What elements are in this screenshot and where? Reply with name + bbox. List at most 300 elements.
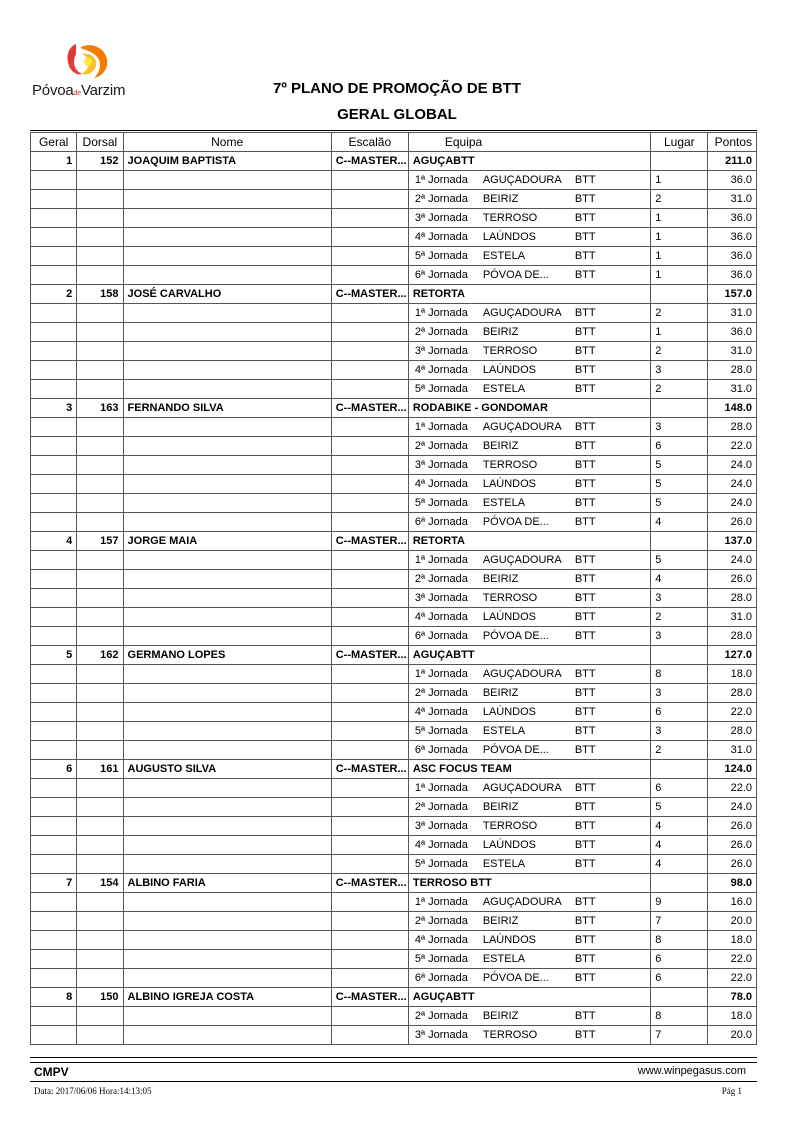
empty-cell [123, 703, 331, 722]
empty-cell [123, 456, 331, 475]
jornada-cell [408, 475, 650, 494]
jornada-type: BTT [574, 516, 596, 528]
jornada-label: 6ª Jornada [414, 269, 468, 281]
jornada-type: BTT [574, 459, 596, 471]
jornada-label: 1ª Jornada [414, 896, 468, 908]
dorsal-cell: 158 [77, 285, 123, 304]
jornada-location: AGUÇADOURA [482, 554, 562, 566]
jornada-location: PÓVOA DE... [482, 972, 549, 984]
empty-cell [331, 627, 408, 646]
jornada-location: ESTELA [482, 953, 526, 965]
jornada-label: 4ª Jornada [414, 706, 468, 718]
lugar-cell: 7 [651, 1026, 708, 1045]
empty-cell [123, 817, 331, 836]
empty-cell [331, 494, 408, 513]
result-row [31, 893, 757, 912]
lugar-cell: 8 [651, 665, 708, 684]
jornada-label: 4ª Jornada [414, 839, 468, 851]
jornada-label: 4ª Jornada [414, 611, 468, 623]
jornada-label: 3ª Jornada [414, 820, 468, 832]
jornada-location: PÓVOA DE... [482, 269, 549, 281]
jornada-location: LAÚNDOS [482, 839, 537, 851]
empty-cell [331, 703, 408, 722]
empty-cell [31, 855, 77, 874]
jornada-type: BTT [574, 896, 596, 908]
empty-cell [31, 684, 77, 703]
points-cell: 20.0 [708, 1026, 757, 1045]
lugar-cell: 4 [651, 817, 708, 836]
points-cell: 22.0 [708, 437, 757, 456]
jornada-label: 1ª Jornada [414, 782, 468, 794]
footer-org: CMPV [34, 1065, 69, 1079]
jornada-cell [408, 779, 650, 798]
jornada-cell [408, 247, 650, 266]
escalao-cell: C--MASTER... [331, 152, 408, 171]
jornada-cell [408, 209, 650, 228]
lugar-cell: 5 [651, 798, 708, 817]
result-row [31, 342, 757, 361]
team-cell: RETORTA [408, 285, 650, 304]
name-cell: ALBINO IGREJA COSTA [123, 988, 331, 1007]
empty-cell [31, 323, 77, 342]
lugar-cell: 5 [651, 475, 708, 494]
points-cell: 16.0 [708, 893, 757, 912]
name-cell: FERNANDO SILVA [123, 399, 331, 418]
geral-cell: 3 [31, 399, 77, 418]
empty-cell [123, 589, 331, 608]
empty-cell [77, 380, 123, 399]
jornada-type: BTT [574, 934, 596, 946]
escalao-cell: C--MASTER... [331, 285, 408, 304]
jornada-location: BEIRIZ [482, 573, 519, 585]
points-cell: 24.0 [708, 494, 757, 513]
report-title: 7º PLANO DE PROMOÇÃO DE BTT [273, 80, 521, 97]
points-cell: 36.0 [708, 171, 757, 190]
empty-cell [31, 1007, 77, 1026]
empty-cell [77, 855, 123, 874]
empty-cell [331, 190, 408, 209]
empty-cell [77, 969, 123, 988]
jornada-type: BTT [574, 421, 596, 433]
points-cell: 36.0 [708, 266, 757, 285]
jornada-cell [408, 798, 650, 817]
points-cell: 26.0 [708, 513, 757, 532]
jornada-cell [408, 494, 650, 513]
jornada-type: BTT [574, 345, 596, 357]
result-row [31, 456, 757, 475]
jornada-label: 3ª Jornada [414, 212, 468, 224]
jornada-type: BTT [574, 744, 596, 756]
result-row [31, 722, 757, 741]
points-cell: 31.0 [708, 608, 757, 627]
result-row [31, 912, 757, 931]
logo [30, 40, 152, 110]
empty-cell [77, 912, 123, 931]
empty-cell [331, 342, 408, 361]
jornada-location: ESTELA [482, 497, 526, 509]
result-row [31, 855, 757, 874]
lugar-cell: 9 [651, 893, 708, 912]
team-cell: AGUÇABTT [408, 646, 650, 665]
empty-cell [123, 323, 331, 342]
result-row [31, 817, 757, 836]
jornada-label: 6ª Jornada [414, 516, 468, 528]
lugar-cell: 3 [651, 361, 708, 380]
empty-cell [77, 551, 123, 570]
logo-wordmark: PóvoadeVarzim [32, 82, 126, 99]
points-cell: 24.0 [708, 551, 757, 570]
points-cell: 31.0 [708, 380, 757, 399]
col-lugar: Lugar [651, 133, 708, 152]
result-row [31, 171, 757, 190]
team-cell: AGUÇABTT [408, 988, 650, 1007]
empty-cell [77, 323, 123, 342]
empty-cell [331, 171, 408, 190]
empty-cell [31, 437, 77, 456]
lugar-cell: 1 [651, 228, 708, 247]
total-points-cell: 78.0 [708, 988, 757, 1007]
geral-cell: 8 [31, 988, 77, 1007]
empty-cell [123, 722, 331, 741]
jornada-location: PÓVOA DE... [482, 516, 549, 528]
points-cell: 31.0 [708, 342, 757, 361]
empty-cell [77, 893, 123, 912]
lugar-cell: 6 [651, 969, 708, 988]
points-cell: 26.0 [708, 570, 757, 589]
jornada-cell [408, 551, 650, 570]
jornada-label: 3ª Jornada [414, 592, 468, 604]
athlete-row [31, 646, 757, 665]
jornada-label: 1ª Jornada [414, 307, 468, 319]
points-cell: 24.0 [708, 456, 757, 475]
lugar-cell: 4 [651, 513, 708, 532]
empty-cell [123, 209, 331, 228]
empty-cell [77, 627, 123, 646]
result-row [31, 741, 757, 760]
jornada-type: BTT [574, 269, 596, 281]
footer-page: Pág 1 [721, 1086, 742, 1096]
lugar-cell: 3 [651, 418, 708, 437]
name-cell: GERMANO LOPES [123, 646, 331, 665]
col-dorsal: Dorsal [77, 133, 123, 152]
jornada-location: TERROSO [482, 345, 538, 357]
lugar-cell: 8 [651, 1007, 708, 1026]
athlete-row [31, 399, 757, 418]
lugar-cell: 1 [651, 209, 708, 228]
lugar-cell: 6 [651, 779, 708, 798]
jornada-location: BEIRIZ [482, 687, 519, 699]
points-cell: 36.0 [708, 228, 757, 247]
empty-cell [77, 608, 123, 627]
team-cell: RODABIKE - GONDOMAR [408, 399, 650, 418]
empty-cell [331, 266, 408, 285]
escalao-cell: C--MASTER... [331, 988, 408, 1007]
empty-cell [123, 684, 331, 703]
empty-cell [77, 437, 123, 456]
empty-cell [331, 912, 408, 931]
col-escalao: Escalão [331, 133, 408, 152]
empty-cell [123, 228, 331, 247]
empty-cell [123, 475, 331, 494]
jornada-cell [408, 741, 650, 760]
points-cell: 22.0 [708, 950, 757, 969]
jornada-type: BTT [574, 478, 596, 490]
empty-cell [331, 304, 408, 323]
jornada-cell [408, 228, 650, 247]
jornada-label: 3ª Jornada [414, 1029, 468, 1041]
empty-cell [77, 1007, 123, 1026]
jornada-location: AGUÇADOURA [482, 307, 562, 319]
empty-cell [31, 513, 77, 532]
jornada-location: ESTELA [482, 858, 526, 870]
result-row [31, 494, 757, 513]
lugar-cell: 7 [651, 912, 708, 931]
jornada-cell [408, 703, 650, 722]
jornada-cell [408, 608, 650, 627]
empty-cell [77, 589, 123, 608]
jornada-type: BTT [574, 440, 596, 452]
lugar-cell: 8 [651, 931, 708, 950]
jornada-cell [408, 513, 650, 532]
lugar-cell [651, 646, 708, 665]
empty-cell [123, 950, 331, 969]
jornada-location: AGUÇADOURA [482, 421, 562, 433]
jornada-location: BEIRIZ [482, 1010, 519, 1022]
report-subtitle: GERAL GLOBAL [337, 106, 457, 123]
jornada-type: BTT [574, 307, 596, 319]
escalao-cell: C--MASTER... [331, 399, 408, 418]
empty-cell [31, 912, 77, 931]
empty-cell [77, 931, 123, 950]
jornada-label: 4ª Jornada [414, 231, 468, 243]
lugar-cell: 4 [651, 855, 708, 874]
points-cell: 18.0 [708, 665, 757, 684]
empty-cell [77, 475, 123, 494]
empty-cell [331, 608, 408, 627]
total-points-cell: 124.0 [708, 760, 757, 779]
empty-cell [77, 570, 123, 589]
empty-cell [31, 475, 77, 494]
lugar-cell [651, 760, 708, 779]
empty-cell [77, 361, 123, 380]
empty-cell [123, 665, 331, 684]
geral-cell: 1 [31, 152, 77, 171]
empty-cell [31, 817, 77, 836]
points-cell: 28.0 [708, 589, 757, 608]
result-row [31, 513, 757, 532]
footer-rule-bottom [30, 1062, 757, 1063]
jornada-cell [408, 190, 650, 209]
empty-cell [77, 418, 123, 437]
lugar-cell [651, 874, 708, 893]
empty-cell [123, 608, 331, 627]
jornada-location: BEIRIZ [482, 801, 519, 813]
total-points-cell: 127.0 [708, 646, 757, 665]
empty-cell [331, 665, 408, 684]
points-cell: 22.0 [708, 969, 757, 988]
empty-cell [123, 912, 331, 931]
lugar-cell: 2 [651, 342, 708, 361]
empty-cell [31, 228, 77, 247]
lugar-cell: 2 [651, 741, 708, 760]
lugar-cell: 4 [651, 570, 708, 589]
empty-cell [77, 228, 123, 247]
dorsal-cell: 162 [77, 646, 123, 665]
jornada-label: 2ª Jornada [414, 915, 468, 927]
empty-cell [31, 247, 77, 266]
footer-site: www.winpegasus.com [637, 1065, 746, 1077]
jornada-location: ESTELA [482, 383, 526, 395]
jornada-label: 3ª Jornada [414, 345, 468, 357]
points-cell: 26.0 [708, 836, 757, 855]
jornada-type: BTT [574, 174, 596, 186]
points-cell: 24.0 [708, 475, 757, 494]
header-rule [30, 130, 757, 131]
jornada-location: LAÚNDOS [482, 364, 537, 376]
jornada-cell [408, 570, 650, 589]
empty-cell [31, 703, 77, 722]
points-cell: 31.0 [708, 741, 757, 760]
empty-cell [123, 494, 331, 513]
name-cell: JOAQUIM BAPTISTA [123, 152, 331, 171]
jornada-cell [408, 380, 650, 399]
empty-cell [77, 817, 123, 836]
jornada-type: BTT [574, 592, 596, 604]
standings-table [30, 132, 757, 1045]
result-row [31, 209, 757, 228]
result-row [31, 304, 757, 323]
points-cell: 18.0 [708, 931, 757, 950]
jornada-label: 6ª Jornada [414, 972, 468, 984]
result-row [31, 931, 757, 950]
geral-cell: 2 [31, 285, 77, 304]
empty-cell [123, 969, 331, 988]
empty-cell [123, 380, 331, 399]
athlete-row [31, 532, 757, 551]
name-cell: JOSÉ CARVALHO [123, 285, 331, 304]
jornada-label: 2ª Jornada [414, 1010, 468, 1022]
empty-cell [31, 836, 77, 855]
empty-cell [31, 361, 77, 380]
empty-cell [331, 798, 408, 817]
logo-flame-icon [30, 40, 152, 84]
jornada-cell [408, 665, 650, 684]
empty-cell [331, 722, 408, 741]
jornada-type: BTT [574, 782, 596, 794]
empty-cell [77, 684, 123, 703]
jornada-label: 5ª Jornada [414, 725, 468, 737]
jornada-label: 4ª Jornada [414, 364, 468, 376]
jornada-type: BTT [574, 497, 596, 509]
jornada-type: BTT [574, 250, 596, 262]
empty-cell [123, 779, 331, 798]
result-row [31, 570, 757, 589]
geral-cell: 4 [31, 532, 77, 551]
empty-cell [331, 817, 408, 836]
empty-cell [123, 266, 331, 285]
empty-cell [31, 589, 77, 608]
empty-cell [31, 969, 77, 988]
empty-cell [331, 551, 408, 570]
empty-cell [331, 950, 408, 969]
total-points-cell: 157.0 [708, 285, 757, 304]
jornada-type: BTT [574, 554, 596, 566]
jornada-type: BTT [574, 972, 596, 984]
empty-cell [331, 418, 408, 437]
jornada-location: TERROSO [482, 592, 538, 604]
jornada-cell [408, 855, 650, 874]
empty-cell [77, 247, 123, 266]
jornada-cell [408, 342, 650, 361]
jornada-cell [408, 893, 650, 912]
empty-cell [331, 893, 408, 912]
athlete-row [31, 760, 757, 779]
empty-cell [31, 722, 77, 741]
jornada-label: 5ª Jornada [414, 497, 468, 509]
empty-cell [331, 589, 408, 608]
empty-cell [331, 779, 408, 798]
empty-cell [331, 361, 408, 380]
result-row [31, 1007, 757, 1026]
empty-cell [123, 855, 331, 874]
jornada-location: BEIRIZ [482, 193, 519, 205]
dorsal-cell: 154 [77, 874, 123, 893]
lugar-cell: 3 [651, 627, 708, 646]
empty-cell [31, 551, 77, 570]
points-cell: 26.0 [708, 855, 757, 874]
jornada-type: BTT [574, 364, 596, 376]
athlete-row [31, 988, 757, 1007]
jornada-label: 4ª Jornada [414, 478, 468, 490]
jornada-location: LAÚNDOS [482, 706, 537, 718]
jornada-label: 5ª Jornada [414, 250, 468, 262]
lugar-cell: 6 [651, 950, 708, 969]
lugar-cell: 2 [651, 304, 708, 323]
dorsal-cell: 157 [77, 532, 123, 551]
empty-cell [31, 304, 77, 323]
points-cell: 20.0 [708, 912, 757, 931]
result-row [31, 684, 757, 703]
empty-cell [331, 969, 408, 988]
escalao-cell: C--MASTER... [331, 646, 408, 665]
empty-cell [123, 931, 331, 950]
points-cell: 28.0 [708, 418, 757, 437]
empty-cell [123, 304, 331, 323]
jornada-location: AGUÇADOURA [482, 782, 562, 794]
jornada-label: 1ª Jornada [414, 174, 468, 186]
empty-cell [331, 513, 408, 532]
points-cell: 22.0 [708, 703, 757, 722]
lugar-cell [651, 532, 708, 551]
jornada-type: BTT [574, 915, 596, 927]
jornada-type: BTT [574, 706, 596, 718]
empty-cell [123, 1026, 331, 1045]
jornada-location: LAÚNDOS [482, 934, 537, 946]
points-cell: 28.0 [708, 627, 757, 646]
empty-cell [31, 418, 77, 437]
result-row [31, 190, 757, 209]
empty-cell [123, 836, 331, 855]
result-row [31, 380, 757, 399]
empty-cell [123, 361, 331, 380]
team-cell: AGUÇABTT [408, 152, 650, 171]
dorsal-cell: 163 [77, 399, 123, 418]
jornada-type: BTT [574, 839, 596, 851]
lugar-cell: 3 [651, 589, 708, 608]
jornada-cell [408, 418, 650, 437]
empty-cell [77, 1026, 123, 1045]
escalao-cell: C--MASTER... [331, 760, 408, 779]
